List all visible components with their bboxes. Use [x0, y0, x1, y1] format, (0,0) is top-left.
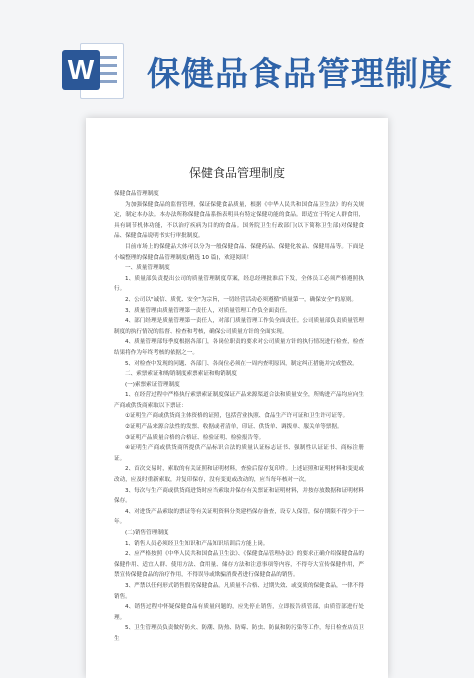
paragraph: 保健食品管理制度 [114, 191, 159, 197]
document-page [86, 118, 388, 678]
document-body [86, 189, 388, 645]
paragraph: 4、部门经理是质量管理第一责任人，对部门质量管理工作负全面责任。公司质量部负责质量管理制度的执行情况的监督、检查和考核，确保公司质量方针的全面实现。 [114, 318, 364, 335]
paragraph: 2、首次交易时，索取的有关证照和证明材料，查验后留存复印件。上述证照和证明材料和变更或改动，应及时重新索取，并复印保存，没有变更或改动的，应当每年核对一次。 [114, 466, 364, 484]
paragraph: (二)销售管理制度 [125, 530, 169, 536]
paragraph: ④证明生产商或供货商所提供产品标识合法的质量认证标志证书、强制性认证证书、商标注册证。 [114, 445, 364, 462]
paragraph: ①证明生产商或供货商主体资格的证照，包括营业执照、食品生产许可证和卫生许可证等。 [125, 413, 349, 420]
paragraph: 2、应严格按照《中华人民共和国食品卫生法》、《保健食品管理办法》的要求正确介绍保健食品的保健作用、适宜人群、使用方法、食用量、储存方法和注意事项等内容，不得夸大宣传保健作用，严禁宣传保健食品的治疗作用，不得误导或欺骗消费者进行保健食品的销售。 [114, 551, 364, 579]
paragraph: 1、在经营过程中严格执行索票索证制度保证产品来源渠道合法和质量安全，所购进产品均应向生产商或供货商索取以下票证： [114, 392, 364, 409]
paragraph: 1、质量部负责提出公司的质量管理制度草案，经总经理批准后下发，全体员工必须严格遵照执行。 [114, 275, 364, 293]
paragraph: 4、对进货产品索取的票证等有关证明资料分类建档保存备查，设专人保管，保存期限不得少于一年。 [114, 508, 364, 526]
word-icon [62, 40, 124, 100]
paragraph: 3、严禁以任何形式销售假劣保健食品。凡质量不合格、过期失效、或变质的保健食品，一律不得销售。 [114, 582, 364, 600]
paragraph: 2、公司以"诚信、质优、安全"为宗旨，一切经营活动必须遵循"质量第一，确保安全"的原则。 [125, 296, 358, 303]
paragraph: 4、质量管理部每季度根据各部门，各岗位职责的要求对公司质量方针的执行情况进行检查，检查结果将作为年终考核的依据之一。 [114, 339, 364, 356]
paragraph: ③证明产品质量合格的合格证、检验证明、检验报告等。 [125, 434, 265, 441]
paragraph: 二、索票索证和购销制度索票索证和购销制度 [125, 371, 237, 378]
paragraph: 5、卫生管理员负责做好防火、防潮、防热、防霉、防虫、防鼠和防污染等工作，每日检查店员卫生 [114, 625, 364, 642]
paragraph: 为加强保健食品的监督管理，保证保健食品质量，根据《中华人民共和国食品卫生法》的有关规定，制定本办法。本办法所称保健食品系指表明具有特定保健功能的食品。即适宜于特定人群食用，具有调节机体功能，不以治疗疾病为目的的食品。国务院卫生行政部门(以下简称卫生部)对保健食品、保健食品说明书实行审批制度。 [114, 201, 364, 240]
page-title: 保健品食品管理制度 [147, 54, 453, 93]
paragraph: 3、每次与生产商或供货商进货时应当索取并保存有关票证和证明材料，并按存放数据和证明材料保存。 [114, 487, 364, 505]
banner [0, 0, 474, 135]
paragraph: 5、对检查中发现的问题、各部门、各岗位必须在一周内查明原因，制定纠正措施并完成整改。 [125, 360, 358, 367]
document-title: 保健食品管理制度 [188, 166, 285, 180]
paragraph: 一、质量管理制度 [125, 265, 170, 272]
paragraph: 1、销售人员必须经卫生知识和产品知识培训后方能上岗。 [125, 540, 269, 547]
paragraph: 目前市场上的保健品大体可以分为一般保健食品、保健药品、保健化妆品、保健用品等。下面是小编整理的保健食品管理制度(精选 10 篇)，欢迎阅读！ [114, 243, 364, 261]
paragraph: (一)索票索证管理制度 [125, 381, 180, 388]
paragraph: ②证明产品来源合法性的发票、收据或者清单，印证、供货单、调拨单、服关单等票据。 [125, 424, 343, 431]
app-letter: W [62, 50, 100, 90]
paragraph: 3、质量管理由质量管理第一责任人，对质量管理工作负全面责任。 [125, 307, 291, 314]
paragraph: 4、销售过程中怀疑保健食品有质量问题的，应先停止销售，立即报告质管部，由质管部进行处理。 [114, 604, 364, 621]
